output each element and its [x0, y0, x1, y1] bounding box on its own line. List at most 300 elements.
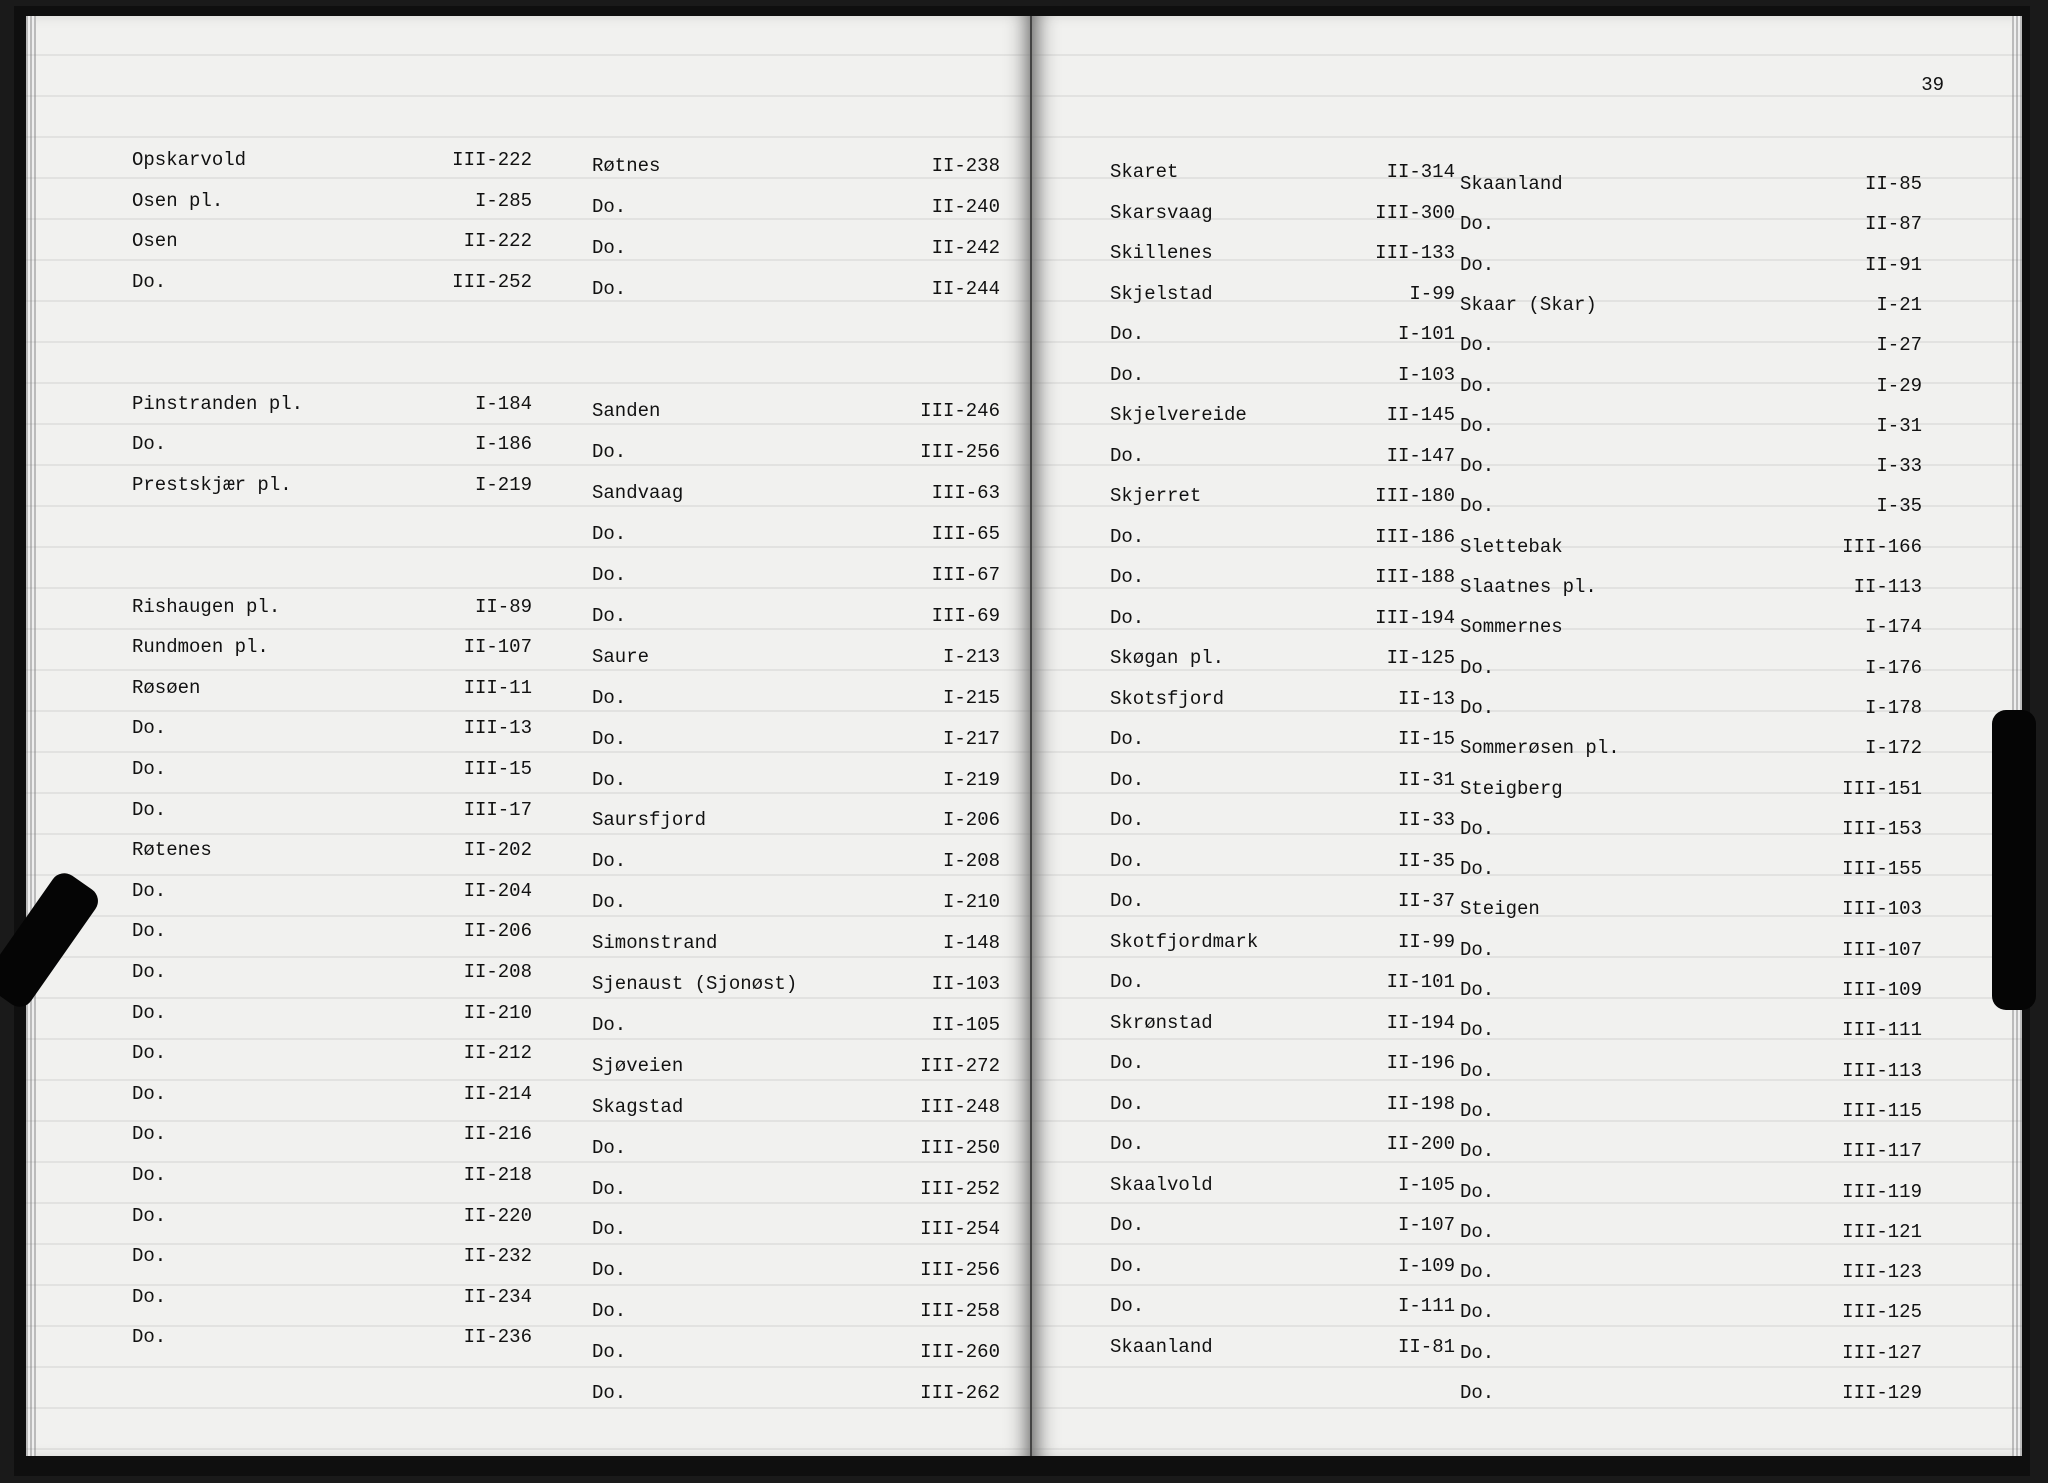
place-name: Sandvaag	[592, 482, 684, 505]
volume-page-ref: I-109	[1397, 1254, 1455, 1277]
index-entry	[132, 673, 532, 703]
left-page	[26, 16, 1032, 1456]
place-name: Skotsfjord	[1110, 687, 1225, 710]
volume-page-ref: I-29	[1876, 374, 1922, 397]
volume-page-ref: II-89	[474, 595, 532, 618]
place-name: Steigen	[1460, 898, 1540, 921]
index-entry	[1460, 451, 1922, 481]
place-name: Sanden	[592, 400, 661, 423]
index-entry	[1110, 481, 1455, 511]
place-name: Slettebak	[1460, 535, 1563, 558]
volume-page-ref: III-256	[920, 441, 1000, 464]
volume-page-ref: I-101	[1397, 323, 1455, 345]
place-name: Do.	[592, 1177, 627, 1200]
place-name: Do.	[1460, 817, 1495, 840]
index-entry	[1460, 1297, 1922, 1327]
volume-page-ref: I-176	[1864, 656, 1922, 679]
place-name: Do.	[1460, 414, 1495, 437]
place-name: Skillenes	[1110, 242, 1213, 264]
index-entry	[592, 396, 1000, 426]
volume-page-ref: III-11	[463, 676, 532, 699]
volume-page-ref: II-103	[931, 973, 1000, 995]
place-name: Do.	[592, 604, 627, 627]
index-entry	[132, 632, 532, 662]
place-name: Do.	[1110, 1295, 1145, 1317]
volume-page-ref: III-258	[920, 1300, 1000, 1323]
place-name: Do.	[132, 879, 167, 902]
volume-page-ref: III-113	[1842, 1059, 1922, 1082]
volume-page-ref: II-145	[1386, 404, 1455, 426]
index-entry	[592, 192, 1000, 222]
volume-page-ref: III-121	[1842, 1220, 1922, 1243]
index-entry	[1460, 1257, 1922, 1287]
volume-page-ref: III-248	[920, 1095, 1000, 1118]
volume-page-ref: III-260	[920, 1341, 1000, 1364]
volume-page-ref: II-220	[463, 1204, 532, 1227]
volume-page-ref: III-125	[1842, 1301, 1922, 1324]
volume-page-ref: III-300	[1375, 201, 1455, 224]
volume-page-ref: III-180	[1375, 485, 1455, 507]
index-entry	[1460, 330, 1922, 360]
index-entry	[132, 1079, 532, 1109]
volume-page-ref: II-218	[463, 1164, 532, 1186]
place-name: Sjenaust (Sjonøst)	[592, 973, 798, 995]
place-name: Do.	[1110, 1133, 1145, 1155]
volume-page-ref: III-17	[463, 798, 532, 821]
place-name: Do.	[592, 236, 627, 259]
volume-page-ref: III-123	[1842, 1261, 1922, 1284]
volume-page-ref: III-13	[463, 717, 532, 740]
volume-page-ref: I-285	[474, 189, 532, 212]
place-name: Osen	[132, 230, 178, 253]
index-entry	[1110, 562, 1455, 592]
volume-page-ref: III-111	[1842, 1019, 1922, 1042]
volume-page-ref: I-219	[942, 768, 1000, 791]
index-entry	[1110, 1210, 1455, 1240]
index-entry	[1110, 1332, 1455, 1362]
index-entry	[132, 1241, 532, 1271]
place-name: Do.	[1110, 768, 1145, 791]
place-name: Do.	[1110, 566, 1145, 588]
index-entry	[1110, 238, 1455, 268]
index-entry	[1460, 250, 1922, 280]
place-name: Do.	[592, 564, 627, 586]
volume-page-ref: II-107	[463, 636, 532, 659]
volume-page-ref: III-129	[1842, 1382, 1922, 1404]
place-name: Do.	[132, 1245, 167, 1268]
volume-page-ref: III-252	[452, 270, 532, 293]
volume-page-ref: II-212	[463, 1042, 532, 1065]
volume-page-ref: III-107	[1842, 938, 1922, 961]
place-name: Do.	[592, 1300, 627, 1323]
index-entry	[592, 1092, 1000, 1122]
place-name: Do.	[592, 1382, 627, 1404]
column-1	[132, 16, 532, 1456]
place-name: Røsøen	[132, 676, 201, 699]
column-4	[1460, 16, 1922, 1456]
index-entry	[1460, 975, 1922, 1005]
place-name: Do.	[132, 1123, 167, 1146]
index-entry	[592, 1255, 1000, 1285]
place-name: Do.	[132, 270, 167, 293]
volume-page-ref: II-314	[1386, 161, 1455, 183]
index-entry	[132, 1160, 532, 1190]
volume-page-ref: III-15	[463, 758, 532, 780]
index-entry	[1110, 1170, 1455, 1200]
volume-page-ref: III-250	[920, 1136, 1000, 1159]
index-entry	[1460, 169, 1922, 199]
volume-page-ref: I-172	[1864, 737, 1922, 760]
place-name: Steigberg	[1460, 777, 1563, 800]
place-name: Do.	[1110, 444, 1145, 467]
column-2	[592, 16, 1000, 1456]
index-entry	[1110, 522, 1455, 552]
index-entry	[132, 267, 532, 297]
open-book	[14, 6, 2030, 1476]
place-name: Sommerøsen pl.	[1460, 737, 1620, 760]
place-name: Simonstrand	[592, 932, 718, 955]
place-name: Do.	[132, 717, 167, 740]
place-name: Do.	[1110, 971, 1145, 993]
index-entry	[1110, 765, 1455, 795]
place-name: Do.	[1460, 253, 1495, 276]
place-name: Do.	[1110, 809, 1145, 831]
place-name: Opskarvold	[132, 149, 247, 171]
place-name: Do.	[592, 195, 627, 218]
volume-page-ref: II-210	[463, 1001, 532, 1024]
place-name: Do.	[1110, 1254, 1145, 1277]
page-edge	[26, 16, 36, 1456]
place-name: Do.	[1110, 849, 1145, 872]
index-entry	[132, 998, 532, 1028]
index-entry	[1110, 198, 1455, 228]
place-name: Do.	[1460, 213, 1495, 236]
index-entry	[1110, 400, 1455, 430]
volume-page-ref: I-206	[942, 809, 1000, 832]
place-name: Do.	[1110, 323, 1145, 345]
place-name: Do.	[592, 1136, 627, 1159]
index-entry	[132, 592, 532, 622]
volume-page-ref: II-81	[1397, 1335, 1455, 1358]
index-entry	[1110, 1089, 1455, 1119]
place-name: Do.	[1460, 1099, 1495, 1122]
volume-page-ref: II-208	[463, 961, 532, 983]
index-entry	[132, 795, 532, 825]
index-entry	[1110, 643, 1455, 673]
page-number: 39	[1921, 74, 1944, 96]
index-entry	[592, 233, 1000, 263]
volume-page-ref: III-254	[920, 1218, 1000, 1241]
place-name: Do.	[592, 1013, 627, 1036]
volume-page-ref: II-238	[931, 155, 1000, 177]
place-name: Do.	[132, 1204, 167, 1227]
place-name: Do.	[132, 1285, 167, 1308]
index-entry	[1460, 371, 1922, 401]
volume-page-ref: II-147	[1386, 444, 1455, 467]
index-entry	[1460, 1015, 1922, 1045]
place-name: Do.	[1460, 334, 1495, 357]
index-entry	[132, 1038, 532, 1068]
right-page	[1032, 16, 2022, 1456]
index-entry	[1110, 805, 1455, 835]
index-entry	[132, 1201, 532, 1231]
place-name: Do.	[132, 961, 167, 983]
volume-page-ref: I-21	[1876, 293, 1922, 316]
volume-page-ref: I-217	[942, 727, 1000, 750]
volume-page-ref: I-186	[474, 433, 532, 456]
volume-page-ref: I-148	[942, 932, 1000, 955]
index-entry	[1110, 157, 1455, 187]
place-name: Do.	[592, 1341, 627, 1364]
index-entry	[592, 478, 1000, 508]
place-name: Røtnes	[592, 155, 661, 177]
volume-page-ref: II-232	[463, 1245, 532, 1268]
volume-page-ref: III-151	[1842, 777, 1922, 800]
volume-page-ref: II-242	[931, 236, 1000, 259]
index-entry	[592, 887, 1000, 917]
index-entry	[1110, 724, 1455, 754]
volume-page-ref: I-103	[1397, 363, 1455, 386]
index-entry	[1110, 846, 1455, 876]
place-name: Do.	[1110, 1214, 1145, 1236]
index-entry	[592, 846, 1000, 876]
volume-page-ref: I-27	[1876, 334, 1922, 357]
place-name: Skotfjordmark	[1110, 930, 1259, 953]
place-name: Do.	[592, 1218, 627, 1241]
index-entry	[1460, 1136, 1922, 1166]
volume-page-ref: III-222	[452, 149, 532, 171]
volume-page-ref: II-125	[1386, 647, 1455, 669]
place-name: Do.	[1110, 363, 1145, 386]
index-entry	[1460, 894, 1922, 924]
place-name: Do.	[592, 441, 627, 464]
index-entry	[1460, 612, 1922, 642]
index-entry	[1460, 572, 1922, 602]
volume-page-ref: II-216	[463, 1123, 532, 1146]
index-entry	[592, 1010, 1000, 1040]
place-name: Prestskjær pl.	[132, 473, 292, 496]
volume-page-ref: II-33	[1397, 809, 1455, 831]
index-entry	[592, 1378, 1000, 1408]
index-entry	[592, 560, 1000, 590]
place-name: Skagstad	[592, 1095, 684, 1118]
place-name: Do.	[132, 433, 167, 456]
index-entry	[592, 683, 1000, 713]
place-name: Skøgan pl.	[1110, 647, 1225, 669]
volume-page-ref: II-31	[1397, 768, 1455, 791]
index-entry	[1460, 532, 1922, 562]
index-entry	[132, 835, 532, 865]
index-entry	[592, 274, 1000, 304]
place-name: Do.	[1460, 1019, 1495, 1042]
index-entry	[132, 1282, 532, 1312]
volume-page-ref: III-117	[1842, 1140, 1922, 1163]
volume-page-ref: II-214	[463, 1082, 532, 1105]
index-entry	[1460, 935, 1922, 965]
volume-page-ref: II-240	[931, 195, 1000, 218]
index-entry	[1110, 1008, 1455, 1038]
volume-page-ref: I-107	[1397, 1214, 1455, 1236]
place-name: Do.	[132, 920, 167, 943]
volume-page-ref: III-246	[920, 400, 1000, 423]
index-entry	[132, 876, 532, 906]
place-name: Do.	[132, 758, 167, 780]
index-entry	[592, 1051, 1000, 1081]
volume-page-ref: II-196	[1386, 1052, 1455, 1074]
place-name: Do.	[132, 1042, 167, 1065]
index-entry	[1460, 290, 1922, 320]
index-entry	[592, 1174, 1000, 1204]
place-name: Do.	[132, 1082, 167, 1105]
place-name: Do.	[1460, 455, 1495, 478]
index-entry	[1460, 411, 1922, 441]
place-name: Do.	[592, 850, 627, 873]
place-name: Skjelstad	[1110, 282, 1213, 305]
index-entry	[132, 754, 532, 784]
place-name: Do.	[592, 891, 627, 914]
place-name: Do.	[592, 686, 627, 709]
volume-page-ref: II-244	[931, 277, 1000, 300]
place-name: Rishaugen pl.	[132, 595, 281, 618]
volume-page-ref: I-208	[942, 850, 1000, 873]
index-entry	[592, 928, 1000, 958]
index-entry	[592, 1337, 1000, 1367]
place-name: Sommernes	[1460, 616, 1563, 639]
place-name: Do.	[1460, 1261, 1495, 1284]
volume-page-ref: III-153	[1842, 817, 1922, 840]
index-entry	[1460, 693, 1922, 723]
place-name: Do.	[1460, 1220, 1495, 1243]
index-entry	[1460, 209, 1922, 239]
index-entry	[592, 151, 1000, 181]
index-entry	[1110, 603, 1455, 633]
place-name: Slaatnes pl.	[1460, 576, 1597, 598]
index-entry	[132, 1322, 532, 1352]
index-entry	[592, 1133, 1000, 1163]
place-name: Skjerret	[1110, 485, 1202, 507]
place-name: Skaret	[1110, 161, 1179, 183]
place-name: Do.	[1110, 1052, 1145, 1074]
index-entry	[1110, 1251, 1455, 1281]
place-name: Do.	[1460, 495, 1495, 518]
place-name: Do.	[1460, 858, 1495, 881]
place-name: Do.	[1460, 1301, 1495, 1324]
volume-page-ref: II-85	[1864, 173, 1922, 195]
place-name: Osen pl.	[132, 189, 224, 212]
index-entry	[1110, 684, 1455, 714]
index-entry	[1460, 653, 1922, 683]
place-name: Do.	[592, 277, 627, 300]
place-name: Rundmoen pl.	[132, 636, 269, 659]
volume-page-ref: I-210	[942, 891, 1000, 914]
place-name: Do.	[1460, 1382, 1495, 1404]
place-name: Do.	[1460, 1341, 1495, 1364]
index-entry	[1110, 360, 1455, 390]
index-entry	[1460, 1378, 1922, 1408]
place-name: Do.	[1460, 938, 1495, 961]
volume-page-ref: I-111	[1397, 1295, 1455, 1317]
index-entry	[132, 429, 532, 459]
volume-page-ref: II-35	[1397, 849, 1455, 872]
volume-page-ref: III-109	[1842, 979, 1922, 1001]
place-name: Pinstranden pl.	[132, 392, 304, 415]
index-entry	[1110, 1129, 1455, 1159]
index-entry	[1460, 1096, 1922, 1126]
volume-page-ref: II-204	[463, 879, 532, 902]
index-entry	[1110, 1291, 1455, 1321]
index-entry	[132, 713, 532, 743]
index-entry	[592, 642, 1000, 672]
place-name: Skaanland	[1460, 173, 1563, 195]
index-entry	[1460, 491, 1922, 521]
volume-page-ref: II-206	[463, 920, 532, 943]
volume-page-ref: II-198	[1386, 1092, 1455, 1115]
volume-page-ref: II-234	[463, 1285, 532, 1308]
place-name: Saursfjord	[592, 809, 707, 832]
volume-page-ref: II-200	[1386, 1133, 1455, 1155]
volume-page-ref: III-186	[1375, 525, 1455, 548]
volume-page-ref: III-127	[1842, 1341, 1922, 1364]
index-entry	[1110, 927, 1455, 957]
index-entry	[592, 437, 1000, 467]
volume-page-ref: I-33	[1876, 455, 1922, 478]
volume-page-ref: II-105	[931, 1013, 1000, 1036]
index-entry	[1460, 774, 1922, 804]
volume-page-ref: I-99	[1409, 282, 1455, 305]
place-name: Saure	[592, 645, 650, 668]
place-name: Do.	[132, 1326, 167, 1349]
volume-page-ref: II-194	[1386, 1011, 1455, 1034]
volume-page-ref: II-99	[1397, 930, 1455, 953]
index-entry	[1460, 814, 1922, 844]
volume-page-ref: III-194	[1375, 606, 1455, 629]
volume-page-ref: II-91	[1864, 253, 1922, 276]
volume-page-ref: III-272	[920, 1054, 1000, 1077]
index-entry	[132, 916, 532, 946]
volume-page-ref: I-31	[1876, 414, 1922, 437]
volume-page-ref: I-213	[942, 645, 1000, 668]
volume-page-ref: II-15	[1397, 728, 1455, 750]
index-entry	[592, 1214, 1000, 1244]
place-name: Do.	[132, 1001, 167, 1024]
index-entry	[132, 145, 532, 175]
place-name: Do.	[132, 798, 167, 821]
index-entry	[592, 724, 1000, 754]
volume-page-ref: I-215	[942, 686, 1000, 709]
index-entry	[1460, 1338, 1922, 1368]
place-name: Skrønstad	[1110, 1011, 1213, 1034]
index-entry	[592, 765, 1000, 795]
index-entry	[1460, 733, 1922, 763]
index-entry	[132, 470, 532, 500]
index-entry	[132, 1119, 532, 1149]
place-name: Do.	[1460, 1140, 1495, 1163]
volume-page-ref: III-67	[931, 564, 1000, 586]
volume-page-ref: II-37	[1397, 890, 1455, 912]
volume-page-ref: III-115	[1842, 1099, 1922, 1122]
volume-page-ref: I-184	[474, 392, 532, 415]
volume-page-ref: III-155	[1842, 858, 1922, 881]
index-entry	[1110, 1048, 1455, 1078]
index-entry	[1460, 1217, 1922, 1247]
index-entry	[1110, 967, 1455, 997]
volume-page-ref: II-222	[463, 230, 532, 253]
place-name: Do.	[132, 1164, 167, 1186]
book-clip-right	[1992, 710, 2036, 1010]
index-entry	[1110, 441, 1455, 471]
volume-page-ref: I-219	[474, 473, 532, 496]
index-entry	[1460, 854, 1922, 884]
